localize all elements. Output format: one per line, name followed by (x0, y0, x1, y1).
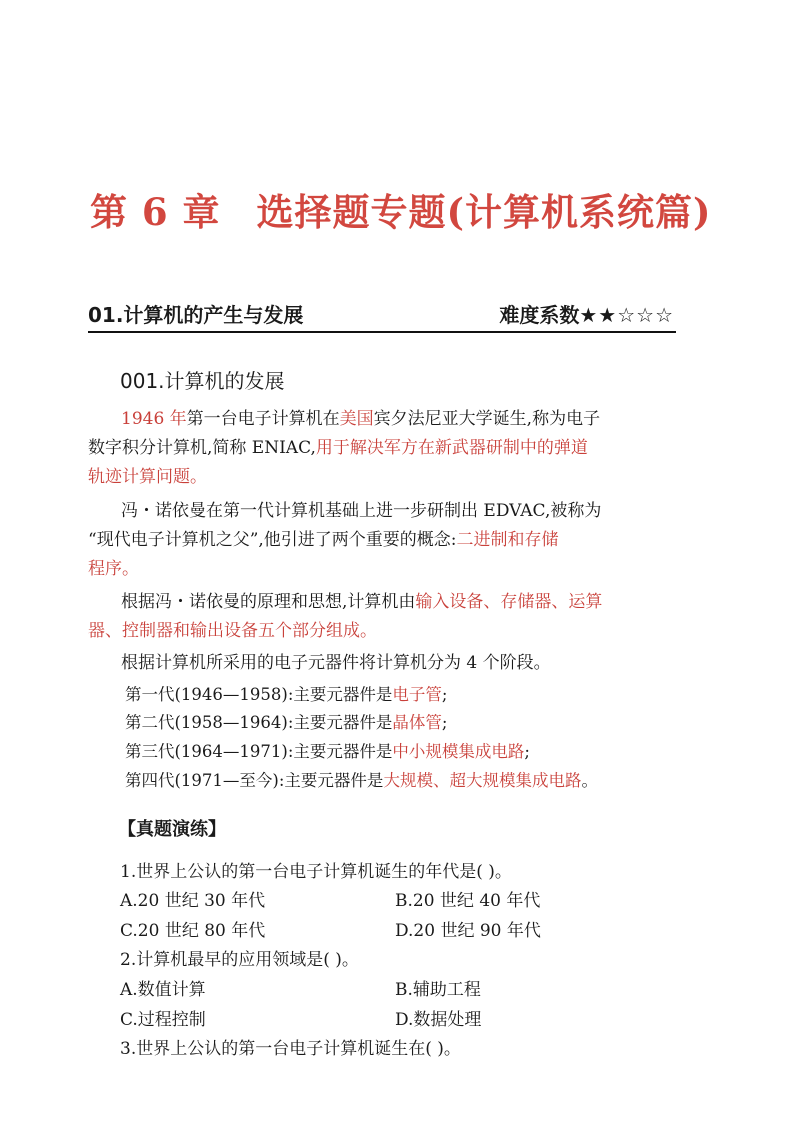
question-2-option-c: C.过程控制 (120, 1010, 206, 1030)
highlight-component: 晶体管 (392, 713, 442, 732)
text-line: 冯・诺依曼在第一代计算机基础上进一步研制出 EDVAC,被称为 (121, 501, 602, 521)
highlight-concepts: 二进制和存储 (456, 530, 559, 550)
highlight-components: 输入设备、存储器、运算 (415, 592, 603, 612)
text-span: 第一台电子计算机在 (186, 409, 340, 429)
section-title: 01.计算机的产生与发展 (88, 303, 304, 327)
text-span: 第一代(1946—1958):主要元器件是 (125, 685, 393, 704)
subsection-title: 001.计算机的发展 (120, 369, 285, 393)
generation-item (125, 738, 530, 762)
text-span: 第三代(1964—1971):主要元器件是 (125, 742, 393, 761)
paragraph-von-neumann (88, 497, 681, 584)
highlight-concepts-cont: 程序。 (88, 559, 139, 579)
question-1-option-a: A.20 世纪 30 年代 (120, 891, 266, 911)
question-1-option-d: D.20 世纪 90 年代 (395, 921, 541, 941)
paragraph-eniac (88, 405, 681, 492)
question-1-option-c: C.20 世纪 80 年代 (120, 921, 266, 941)
generation-item (125, 709, 447, 733)
generation-item (125, 681, 447, 705)
question-1: 1.世界上公认的第一台电子计算机诞生的年代是( )。 (120, 862, 512, 882)
generation-item (125, 767, 598, 791)
text-span: 根据冯・诺依曼的原理和思想,计算机由 (121, 592, 416, 612)
highlight-purpose: 用于解决军方在新武器研制中的弹道 (315, 438, 588, 458)
text-span: ; (524, 742, 530, 761)
difficulty-stars: ★★☆☆☆ (579, 303, 674, 327)
question-2-option-a: A.数值计算 (120, 980, 206, 1000)
difficulty-label: 难度系数 (499, 303, 580, 327)
text-span: 。 (581, 771, 598, 790)
paragraph-components (88, 588, 681, 646)
highlight-component: 中小规模集成电路 (392, 742, 525, 761)
text-line: 根据计算机所采用的电子元器件将计算机分为 4 个阶段。 (121, 653, 551, 673)
paragraph-stages (121, 649, 681, 678)
question-1-option-b: B.20 世纪 40 年代 (395, 891, 541, 911)
text-span: ; (441, 685, 448, 704)
highlight-component: 大规模、超大规模集成电路 (383, 771, 582, 790)
chapter-title (90, 182, 712, 236)
text-span: “现代电子计算机之父”,他引进了两个重要的概念: (88, 530, 457, 550)
highlight-year: 1946 年 (121, 409, 187, 429)
text-span: 宾夕法尼亚大学诞生,称为电子 (373, 409, 601, 429)
highlight-components-cont: 器、控制器和输出设备五个部分组成。 (88, 621, 377, 641)
question-2-option-b: B.辅助工程 (395, 980, 481, 1000)
text-span: 第二代(1958—1964):主要元器件是 (125, 713, 393, 732)
exercise-heading: 【真题演练】 (118, 819, 226, 840)
chapter-number: 第 6 章 (90, 190, 221, 234)
highlight-purpose-cont: 轨迹计算问题。 (88, 467, 207, 487)
text-span: 第四代(1971—至今):主要元器件是 (125, 771, 384, 790)
text-span: 数字积分计算机,简称 ENIAC, (88, 438, 316, 458)
section-header (88, 297, 676, 333)
highlight-country: 美国 (339, 409, 374, 429)
question-3: 3.世界上公认的第一台电子计算机诞生在( )。 (120, 1039, 461, 1059)
difficulty-rating (499, 299, 674, 328)
chapter-name: 选择题专题(计算机系统篇) (256, 190, 712, 234)
question-2-option-d: D.数据处理 (395, 1010, 482, 1030)
highlight-component: 电子管 (392, 685, 442, 704)
text-span: ; (441, 713, 448, 732)
question-2: 2.计算机最早的应用领域是( )。 (120, 950, 359, 970)
